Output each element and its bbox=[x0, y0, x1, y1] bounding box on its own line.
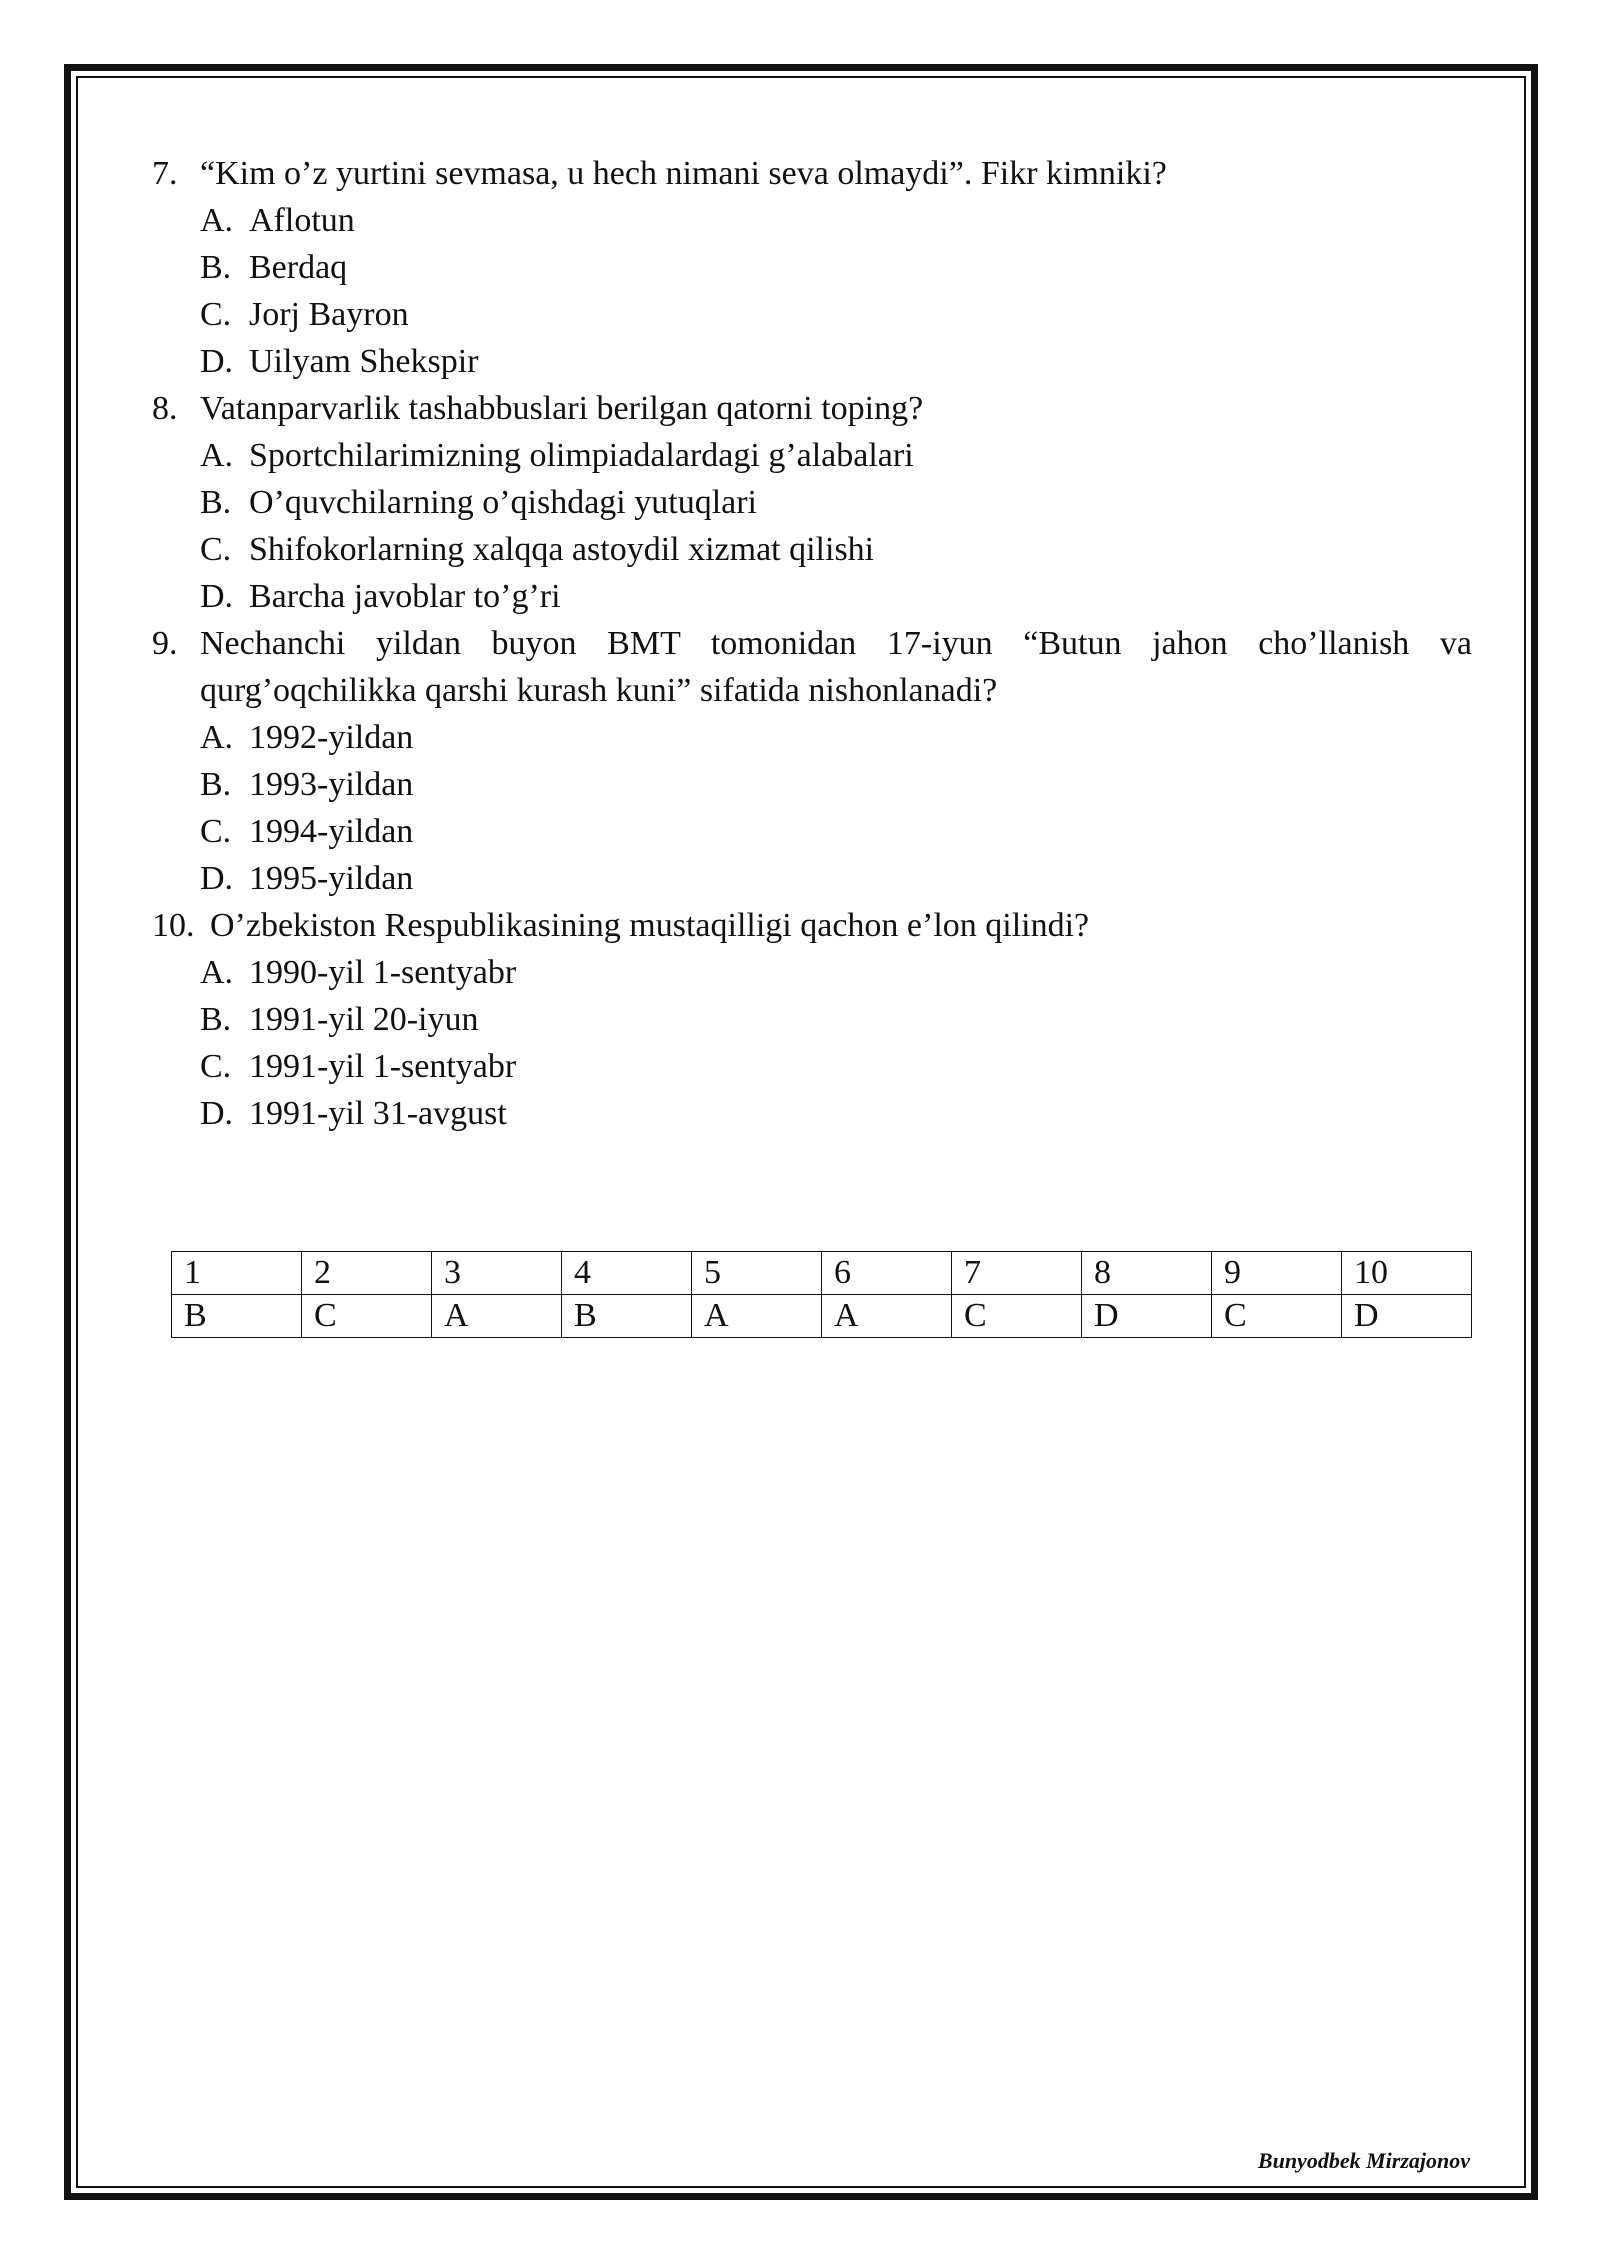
option-text: 1991-yil 1-sentyabr bbox=[249, 1048, 517, 1085]
question-text: “Kim o’z yurtini sevmasa, u hech nimani seva olmaydi”. Fikr kimniki? bbox=[200, 155, 1167, 192]
answer-key-number-cell: 1 bbox=[172, 1252, 302, 1295]
option-letter: A. bbox=[200, 202, 234, 239]
answer-key-number-cell: 4 bbox=[562, 1252, 692, 1295]
option-a bbox=[200, 714, 1472, 761]
option-text: 1995-yildan bbox=[249, 860, 414, 897]
option-letter: D. bbox=[200, 578, 234, 615]
option-a bbox=[200, 432, 1472, 479]
option-letter: C. bbox=[200, 296, 232, 333]
question-text: Nechanchi yildan buyon BMT tomonidan 17-iyun “Butun jahon cho’llanish va qurg’oqchilikka qarshi kurash kuni” sifatida nishonlanadi? bbox=[200, 625, 1472, 709]
option-text: 1993-yildan bbox=[249, 766, 414, 803]
answer-key-answer-cell: B bbox=[172, 1295, 302, 1338]
option-c bbox=[200, 291, 1472, 338]
answer-key-table bbox=[171, 1251, 1472, 1338]
questions-section bbox=[152, 150, 1472, 1137]
option-d bbox=[200, 1090, 1472, 1137]
answer-key-answers-row bbox=[172, 1295, 1472, 1338]
question-line bbox=[152, 902, 1472, 949]
option-text: Shifokorlarning xalqqa astoydil xizmat qilishi bbox=[249, 531, 875, 568]
question-7 bbox=[152, 150, 1472, 385]
answer-key-answer-cell: B bbox=[562, 1295, 692, 1338]
option-letter: A. bbox=[200, 954, 234, 991]
question-text: Vatanparvarlik tashabbuslari berilgan qatorni toping? bbox=[200, 390, 924, 427]
option-text: O’quvchilarning o’qishdagi yutuqlari bbox=[249, 484, 758, 521]
answer-key-number-cell: 8 bbox=[1082, 1252, 1212, 1295]
question-9 bbox=[152, 620, 1472, 902]
option-c bbox=[200, 526, 1472, 573]
option-text: Aflotun bbox=[249, 202, 355, 239]
option-letter: B. bbox=[200, 1001, 232, 1038]
answer-key-answer-cell: D bbox=[1082, 1295, 1212, 1338]
option-text: 1994-yildan bbox=[249, 813, 414, 850]
question-number: 7. bbox=[152, 155, 178, 192]
option-text: 1991-yil 20-iyun bbox=[249, 1001, 479, 1038]
answer-key-answer-cell: C bbox=[302, 1295, 432, 1338]
option-letter: B. bbox=[200, 484, 232, 521]
answer-key-number-cell: 10 bbox=[1342, 1252, 1472, 1295]
answer-key-answer-cell: A bbox=[822, 1295, 952, 1338]
option-letter: D. bbox=[200, 860, 234, 897]
answer-key-answer-cell: C bbox=[952, 1295, 1082, 1338]
options-list bbox=[152, 949, 1472, 1137]
option-letter: D. bbox=[200, 1095, 234, 1132]
option-text: Berdaq bbox=[249, 249, 348, 286]
option-letter: C. bbox=[200, 1048, 232, 1085]
option-b bbox=[200, 479, 1472, 526]
option-letter: D. bbox=[200, 343, 234, 380]
author-signature: Bunyodbek Mirzajonov bbox=[1257, 2148, 1470, 2173]
option-letter: B. bbox=[200, 249, 232, 286]
question-8 bbox=[152, 385, 1472, 620]
answer-key-answer-cell: D bbox=[1342, 1295, 1472, 1338]
option-text: Sportchilarimizning olimpiadalardagi g’alabalari bbox=[249, 437, 914, 474]
option-letter: C. bbox=[200, 813, 232, 850]
question-text: O’zbekiston Respublikasining mustaqilligi qachon e’lon qilindi? bbox=[210, 907, 1090, 944]
option-text: 1990-yil 1-sentyabr bbox=[249, 954, 517, 991]
answer-key-number-cell: 5 bbox=[692, 1252, 822, 1295]
answer-key-answer-cell: C bbox=[1212, 1295, 1342, 1338]
question-10 bbox=[152, 902, 1472, 1137]
answer-key-number-cell: 9 bbox=[1212, 1252, 1342, 1295]
option-b bbox=[200, 761, 1472, 808]
option-d bbox=[200, 338, 1472, 385]
question-number: 9. bbox=[152, 625, 178, 662]
answer-key-numbers-row bbox=[172, 1252, 1472, 1295]
answer-key-answer-cell: A bbox=[432, 1295, 562, 1338]
option-text: 1992-yildan bbox=[249, 719, 414, 756]
option-text: Uilyam Shekspir bbox=[249, 343, 479, 380]
option-text: 1991-yil 31-avgust bbox=[249, 1095, 507, 1132]
question-number: 10. bbox=[152, 907, 195, 944]
options-list bbox=[152, 197, 1472, 385]
question-number: 8. bbox=[152, 390, 178, 427]
option-letter: A. bbox=[200, 437, 234, 474]
option-letter: C. bbox=[200, 531, 232, 568]
answer-key-number-cell: 3 bbox=[432, 1252, 562, 1295]
option-a bbox=[200, 197, 1472, 244]
option-letter: A. bbox=[200, 719, 234, 756]
question-line bbox=[152, 620, 1472, 714]
option-text: Jorj Bayron bbox=[249, 296, 409, 333]
option-d bbox=[200, 573, 1472, 620]
option-c bbox=[200, 808, 1472, 855]
option-c bbox=[200, 1043, 1472, 1090]
option-b bbox=[200, 244, 1472, 291]
options-list bbox=[152, 432, 1472, 620]
question-line bbox=[152, 385, 1472, 432]
answer-key-answer-cell: A bbox=[692, 1295, 822, 1338]
option-b bbox=[200, 996, 1472, 1043]
answer-key-number-cell: 2 bbox=[302, 1252, 432, 1295]
answer-key-number-cell: 6 bbox=[822, 1252, 952, 1295]
option-d bbox=[200, 855, 1472, 902]
option-text: Barcha javoblar to’g’ri bbox=[249, 578, 561, 615]
option-a bbox=[200, 949, 1472, 996]
options-list bbox=[152, 714, 1472, 902]
answer-key-number-cell: 7 bbox=[952, 1252, 1082, 1295]
question-line bbox=[152, 150, 1472, 197]
option-letter: B. bbox=[200, 766, 232, 803]
